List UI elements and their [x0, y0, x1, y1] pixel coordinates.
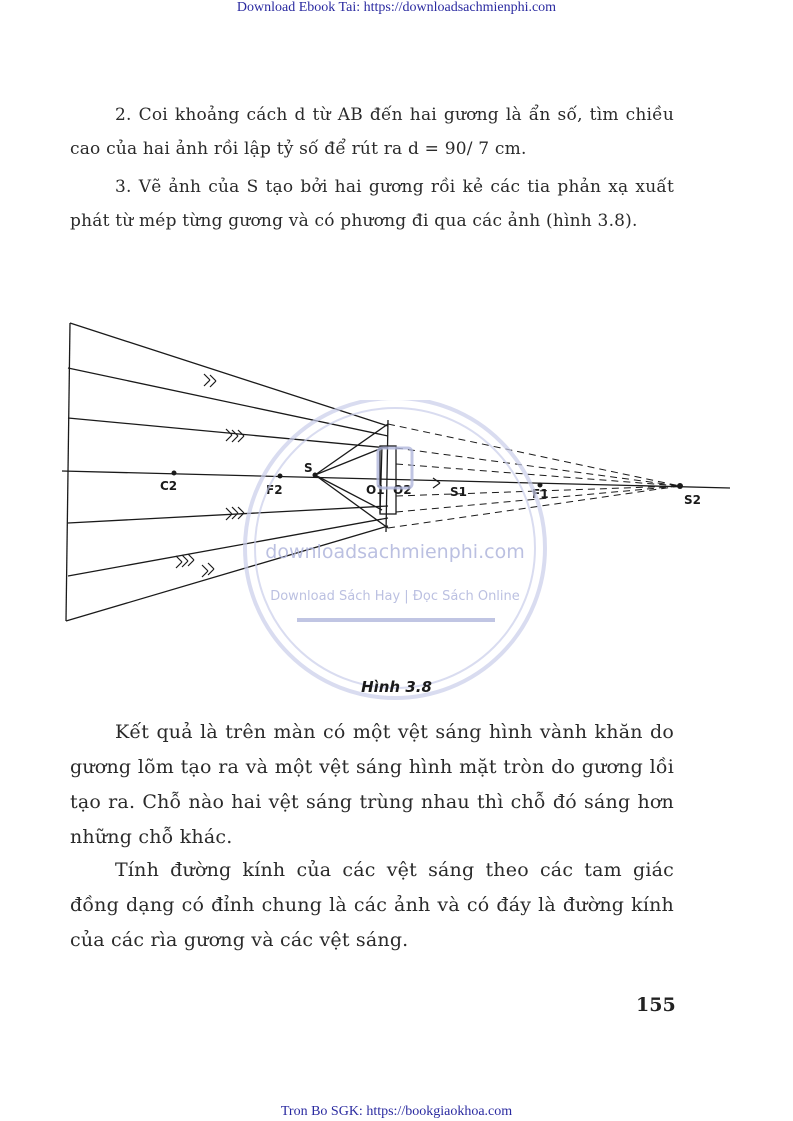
paragraph-step-3: 3. Vẽ ảnh của S tạo bởi hai gương rồi kẻ các tia phản xạ xuất phát từ mép từng gương và có phương đi qua các ảnh (hình 3.8).	[70, 177, 674, 231]
label-o1: O1	[366, 483, 385, 497]
watermark-book-icon	[378, 448, 412, 488]
arrow-mark-5	[202, 563, 214, 577]
paragraph-step-2: 2. Coi khoảng cách d từ AB đến hai gương là ẩn số, tìm chiều cao của hai ảnh rồi lập tỷ số để rút ra d = 90/ 7 cm.	[70, 105, 674, 159]
watermark-tagline: Download Sách Hay | Đọc Sách Online	[270, 589, 520, 604]
watermark-site: downloadsachmienphi.com	[265, 541, 525, 563]
watermark-logo	[235, 400, 555, 700]
label-s1: S1	[450, 485, 467, 499]
page-number: 155	[636, 994, 676, 1016]
label-c2: C2	[160, 479, 178, 493]
label-f1: F1	[532, 487, 549, 501]
figure-caption: Hình 3.8	[361, 678, 432, 696]
label-o2: O2	[393, 483, 412, 497]
point-s2	[677, 483, 683, 489]
label-f2: F2	[266, 483, 283, 497]
point-c2	[172, 471, 177, 476]
paragraph-result: Kết quả là trên màn có một vệt sáng hình vành khăn do gương lõm tạo ra và một vệt sáng hình mặt tròn do gương lồi tạo ra. Chỗ nào hai vệt sáng trùng nhau thì chỗ đó sáng hơn những chỗ khác.	[70, 721, 674, 848]
watermark-bar	[297, 618, 495, 622]
paragraph-diameter: Tính đường kính của các vệt sáng theo các tam giác đồng dạng có đỉnh chung là các ảnh và có đáy là đường kính của các rìa gương và các vệt sáng.	[70, 859, 674, 951]
label-s2: S2	[684, 493, 701, 507]
arrow-mark-1	[204, 374, 216, 387]
label-s: S	[304, 461, 313, 475]
header-download-link[interactable]: Download Ebook Tai: https://downloadsachmienphi.com	[236, 0, 557, 15]
footer-sgk-link[interactable]: Tron Bo SGK: https://bookgiaokhoa.com	[280, 1104, 513, 1119]
